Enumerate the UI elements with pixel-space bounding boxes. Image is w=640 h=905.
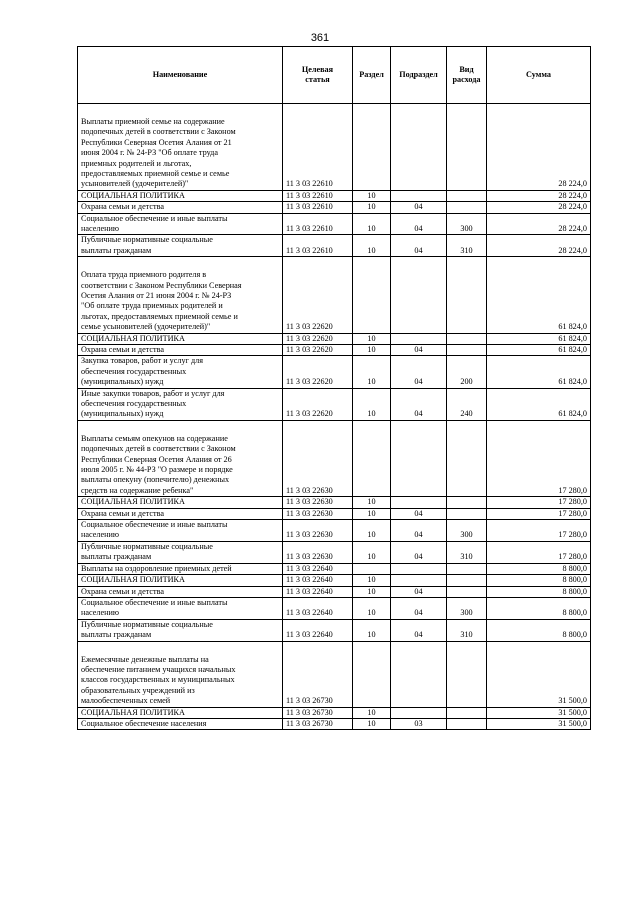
cell-amount: 8 800,0	[487, 563, 591, 574]
cell-target-article: 11 3 03 22610	[283, 213, 353, 235]
cell-name: СОЦИАЛЬНАЯ ПОЛИТИКА	[78, 497, 283, 508]
cell-subsection: 04	[391, 202, 447, 213]
cell-expense-type	[447, 563, 487, 574]
header-expense-type: Вид расхода	[447, 47, 487, 104]
cell-amount: 17 280,0	[487, 497, 591, 508]
cell-amount: 17 280,0	[487, 420, 591, 496]
cell-target-article: 11 3 03 22640	[283, 586, 353, 597]
cell-amount: 28 224,0	[487, 202, 591, 213]
cell-amount: 31 500,0	[487, 718, 591, 729]
cell-section: 10	[353, 333, 391, 344]
cell-subsection: 04	[391, 213, 447, 235]
cell-subsection: 04	[391, 597, 447, 619]
table-row	[78, 497, 591, 508]
cell-expense-type: 310	[447, 541, 487, 563]
cell-target-article: 11 3 03 22640	[283, 597, 353, 619]
cell-subsection: 04	[391, 541, 447, 563]
cell-name: Социальное обеспечение населения	[78, 718, 283, 729]
cell-name: СОЦИАЛЬНАЯ ПОЛИТИКА	[78, 333, 283, 344]
cell-name: Социальное обеспечение и иные выплаты населению	[78, 597, 283, 619]
cell-expense-type	[447, 257, 487, 333]
cell-name: Выплаты на оздоровление приемных детей	[78, 563, 283, 574]
cell-name: СОЦИАЛЬНАЯ ПОЛИТИКА	[78, 190, 283, 201]
cell-expense-type	[447, 420, 487, 496]
cell-subsection: 04	[391, 388, 447, 420]
cell-amount: 8 800,0	[487, 597, 591, 619]
cell-target-article: 11 3 03 22610	[283, 190, 353, 201]
table-row	[78, 508, 591, 519]
cell-subsection	[391, 190, 447, 201]
cell-expense-type	[447, 104, 487, 191]
cell-name: Охрана семьи и детства	[78, 508, 283, 519]
cell-section	[353, 420, 391, 496]
cell-expense-type	[447, 586, 487, 597]
cell-target-article: 11 3 03 22630	[283, 541, 353, 563]
table-row	[78, 333, 591, 344]
cell-amount: 17 280,0	[487, 508, 591, 519]
cell-subsection: 04	[391, 520, 447, 542]
cell-amount: 17 280,0	[487, 541, 591, 563]
cell-target-article: 11 3 03 22630	[283, 508, 353, 519]
cell-target-article: 11 3 03 22620	[283, 257, 353, 333]
cell-target-article: 11 3 03 26730	[283, 641, 353, 707]
cell-target-article: 11 3 03 22620	[283, 345, 353, 356]
cell-expense-type	[447, 641, 487, 707]
cell-section: 10	[353, 508, 391, 519]
cell-expense-type	[447, 508, 487, 519]
cell-amount: 8 800,0	[487, 619, 591, 641]
cell-amount: 28 224,0	[487, 213, 591, 235]
table-row	[78, 356, 591, 388]
table-row	[78, 345, 591, 356]
cell-subsection	[391, 104, 447, 191]
cell-subsection: 04	[391, 345, 447, 356]
cell-expense-type: 200	[447, 356, 487, 388]
cell-amount: 31 500,0	[487, 641, 591, 707]
cell-subsection	[391, 563, 447, 574]
cell-subsection: 04	[391, 619, 447, 641]
cell-name: Публичные нормативные социальные выплаты гражданам	[78, 619, 283, 641]
cell-section: 10	[353, 520, 391, 542]
cell-section: 10	[353, 497, 391, 508]
table-row	[78, 586, 591, 597]
cell-section: 10	[353, 586, 391, 597]
cell-section: 10	[353, 213, 391, 235]
header-name: Наименование	[78, 47, 283, 104]
cell-subsection: 04	[391, 356, 447, 388]
cell-amount: 31 500,0	[487, 707, 591, 718]
cell-subsection	[391, 497, 447, 508]
cell-amount: 61 824,0	[487, 333, 591, 344]
cell-subsection: 03	[391, 718, 447, 729]
cell-target-article: 11 3 03 22640	[283, 619, 353, 641]
cell-target-article: 11 3 03 22640	[283, 563, 353, 574]
cell-name: Иные закупки товаров, работ и услуг для обеспечения государственных (муниципальных) нужд	[78, 388, 283, 420]
cell-target-article: 11 3 03 22610	[283, 235, 353, 257]
budget-table	[77, 46, 591, 730]
cell-name: СОЦИАЛЬНАЯ ПОЛИТИКА	[78, 575, 283, 586]
table-body	[78, 104, 591, 730]
cell-target-article: 11 3 03 22630	[283, 497, 353, 508]
cell-name: Публичные нормативные социальные выплаты гражданам	[78, 235, 283, 257]
cell-amount: 61 824,0	[487, 388, 591, 420]
cell-section: 10	[353, 718, 391, 729]
cell-expense-type	[447, 345, 487, 356]
cell-amount: 61 824,0	[487, 345, 591, 356]
table-row	[78, 213, 591, 235]
cell-section: 10	[353, 202, 391, 213]
table-row	[78, 235, 591, 257]
cell-expense-type: 300	[447, 520, 487, 542]
cell-subsection	[391, 420, 447, 496]
cell-amount: 28 224,0	[487, 235, 591, 257]
cell-amount: 8 800,0	[487, 575, 591, 586]
cell-section: 10	[353, 235, 391, 257]
cell-name: Ежемесячные денежные выплаты на обеспечение питанием учащихся начальных классов государственных и муниципальных образовательных учреждений из малообеспеченных семей	[78, 641, 283, 707]
cell-amount: 61 824,0	[487, 356, 591, 388]
cell-name: Охрана семьи и детства	[78, 202, 283, 213]
cell-target-article: 11 3 03 22610	[283, 202, 353, 213]
cell-amount: 28 224,0	[487, 190, 591, 201]
table-row	[78, 520, 591, 542]
table-row	[78, 104, 591, 191]
cell-target-article: 11 3 03 26730	[283, 718, 353, 729]
cell-expense-type: 300	[447, 213, 487, 235]
cell-expense-type: 300	[447, 597, 487, 619]
table-row	[78, 718, 591, 729]
cell-target-article: 11 3 03 22610	[283, 104, 353, 191]
cell-subsection	[391, 707, 447, 718]
cell-amount: 28 224,0	[487, 104, 591, 191]
table-row	[78, 563, 591, 574]
cell-expense-type: 240	[447, 388, 487, 420]
cell-section	[353, 641, 391, 707]
cell-expense-type	[447, 707, 487, 718]
cell-target-article: 11 3 03 22620	[283, 356, 353, 388]
cell-section: 10	[353, 541, 391, 563]
header-section: Раздел	[353, 47, 391, 104]
cell-name: СОЦИАЛЬНАЯ ПОЛИТИКА	[78, 707, 283, 718]
cell-amount: 8 800,0	[487, 586, 591, 597]
table-row	[78, 420, 591, 496]
table-row	[78, 597, 591, 619]
header-amount: Сумма	[487, 47, 591, 104]
table-row	[78, 707, 591, 718]
header-target-article: Целевая статья	[283, 47, 353, 104]
page-number: 361	[310, 32, 330, 44]
cell-expense-type: 310	[447, 235, 487, 257]
cell-subsection: 04	[391, 586, 447, 597]
table-row	[78, 190, 591, 201]
cell-section: 10	[353, 388, 391, 420]
table-header-row	[78, 47, 591, 104]
table-row	[78, 257, 591, 333]
cell-target-article: 11 3 03 22620	[283, 333, 353, 344]
table-row	[78, 541, 591, 563]
cell-subsection	[391, 257, 447, 333]
cell-expense-type	[447, 718, 487, 729]
cell-name: Социальное обеспечение и иные выплаты населению	[78, 213, 283, 235]
cell-target-article: 11 3 03 22620	[283, 388, 353, 420]
table-row	[78, 388, 591, 420]
cell-section: 10	[353, 345, 391, 356]
cell-section	[353, 104, 391, 191]
table-row	[78, 641, 591, 707]
cell-section: 10	[353, 190, 391, 201]
cell-amount: 17 280,0	[487, 520, 591, 542]
cell-name: Закупка товаров, работ и услуг для обеспечения государственных (муниципальных) нужд	[78, 356, 283, 388]
cell-subsection: 04	[391, 235, 447, 257]
cell-subsection	[391, 575, 447, 586]
cell-section: 10	[353, 619, 391, 641]
cell-target-article: 11 3 03 22630	[283, 420, 353, 496]
cell-name: Охрана семьи и детства	[78, 586, 283, 597]
cell-expense-type	[447, 333, 487, 344]
cell-section: 10	[353, 356, 391, 388]
cell-section	[353, 257, 391, 333]
cell-name: Выплаты приемной семье на содержание подопечных детей в соответствии с Законом Республики Северная Осетия Алания от 21 июня 2004 г. № 24-РЗ "Об оплате труда приемных родителей и льготах, предоставляемых приемной семье и семье усыновителей (удочерителей)"	[78, 104, 283, 191]
cell-target-article: 11 3 03 22640	[283, 575, 353, 586]
cell-section: 10	[353, 707, 391, 718]
cell-name: Публичные нормативные социальные выплаты гражданам	[78, 541, 283, 563]
cell-target-article: 11 3 03 26730	[283, 707, 353, 718]
cell-section: 10	[353, 597, 391, 619]
cell-amount: 61 824,0	[487, 257, 591, 333]
cell-expense-type: 310	[447, 619, 487, 641]
cell-name: Охрана семьи и детства	[78, 345, 283, 356]
table-row	[78, 202, 591, 213]
cell-name: Выплаты семьям опекунов на содержание подопечных детей в соответствии с Законом Республики Северная Осетия Алания от 26 июля 2005 г. № 44-РЗ "О размере и порядке выплаты опекуну (попечителю) денежных средств на содержание ребенка"	[78, 420, 283, 496]
cell-expense-type	[447, 190, 487, 201]
table-row	[78, 619, 591, 641]
cell-subsection	[391, 641, 447, 707]
cell-subsection	[391, 333, 447, 344]
cell-name: Оплата труда приемного родителя в соответствии с Законом Республики Северная Осетия Алания от 21 июня 2004 г. № 24-РЗ "Об оплате труда приемных родителей и льготах, предоставляемых приемной семье и семье усыновителей (удочерителей)"	[78, 257, 283, 333]
cell-expense-type	[447, 202, 487, 213]
cell-name: Социальное обеспечение и иные выплаты населению	[78, 520, 283, 542]
table-row	[78, 575, 591, 586]
cell-section	[353, 563, 391, 574]
cell-target-article: 11 3 03 22630	[283, 520, 353, 542]
cell-expense-type	[447, 497, 487, 508]
header-subsection: Подраздел	[391, 47, 447, 104]
cell-subsection: 04	[391, 508, 447, 519]
cell-expense-type	[447, 575, 487, 586]
cell-section: 10	[353, 575, 391, 586]
